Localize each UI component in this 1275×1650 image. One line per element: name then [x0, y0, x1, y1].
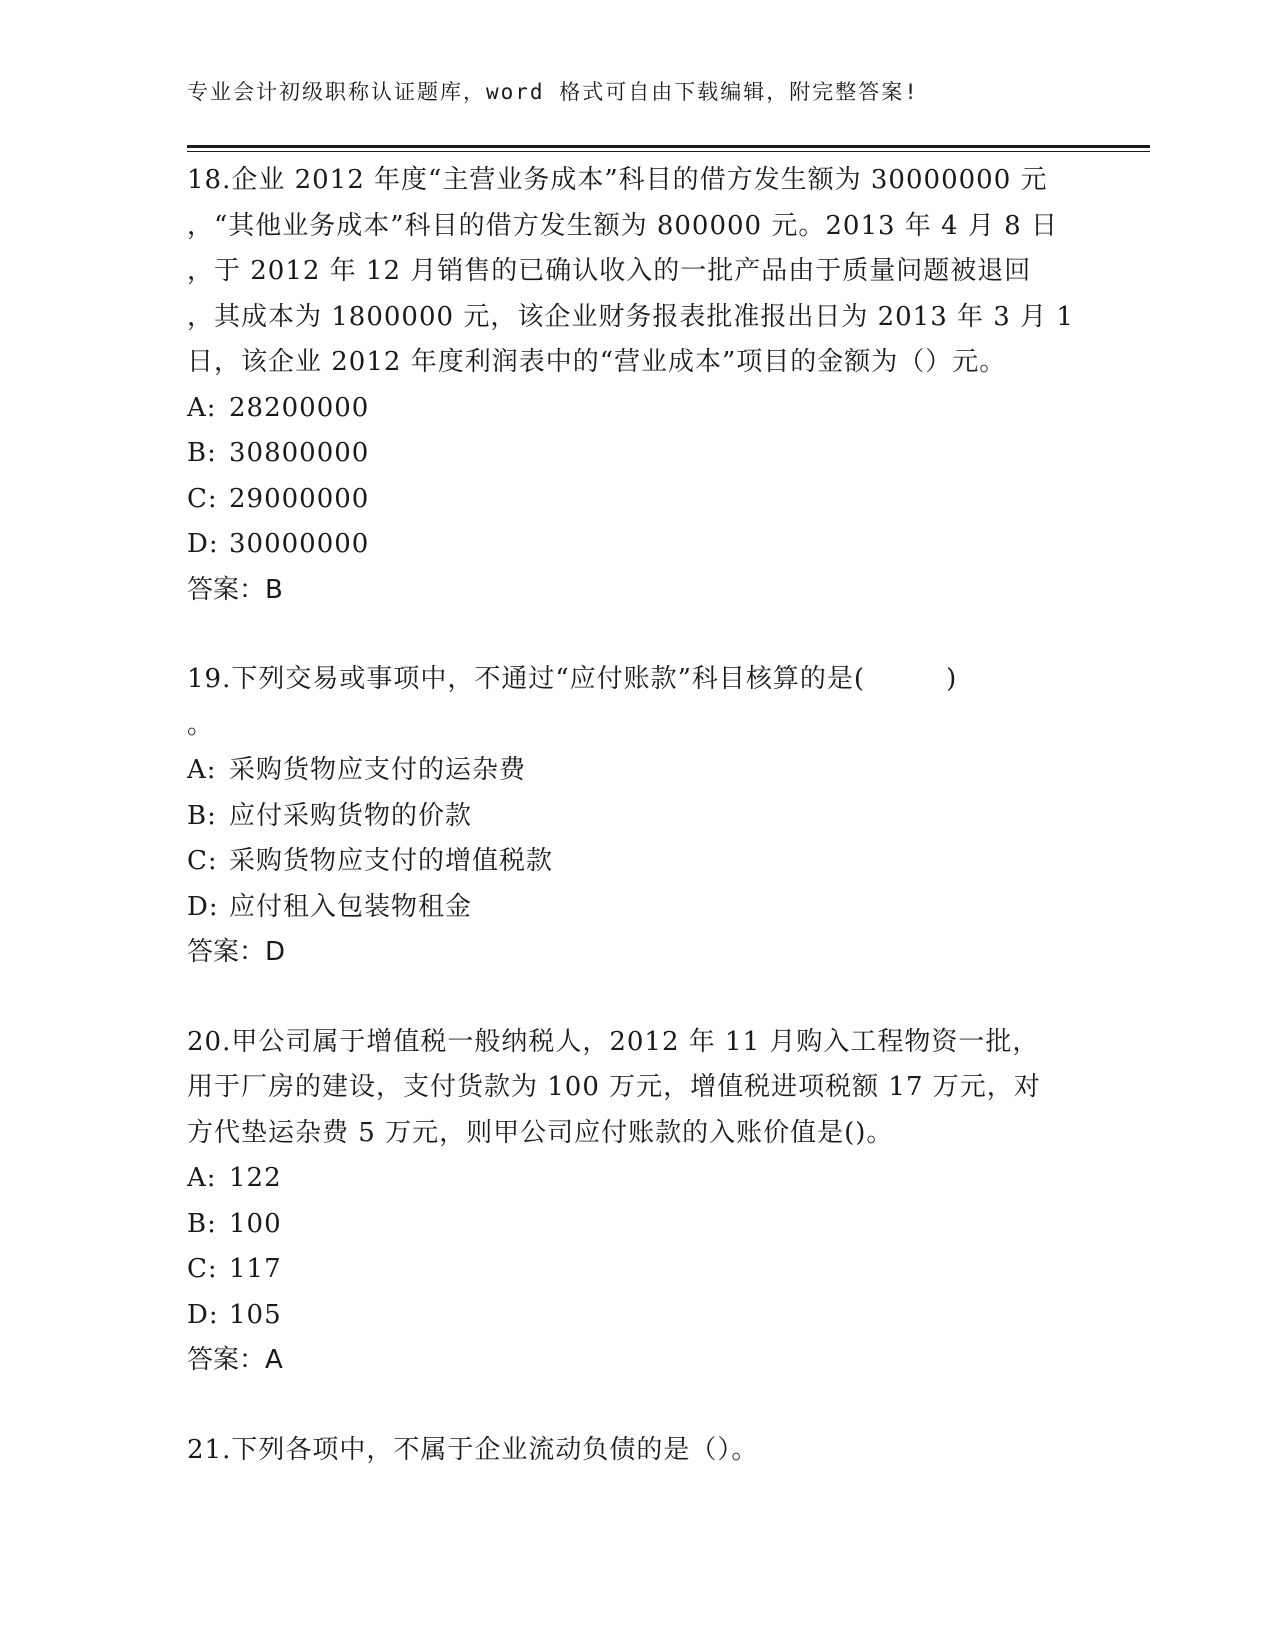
option-letter: C:: [187, 483, 218, 514]
option-b: [187, 794, 1087, 840]
option-text: 29000000: [229, 483, 370, 514]
option-text: 122: [229, 1163, 282, 1193]
option-a: [187, 386, 1087, 432]
option-letter: A:: [187, 755, 217, 785]
question-stem-line: 18.企业 2012 年度“主营业务成本”科目的借方发生额为 30000000 元: [187, 165, 1048, 195]
option-text: 30000000: [229, 529, 370, 559]
option-text: 117: [229, 1254, 282, 1284]
header-rule-thick: [187, 145, 1150, 148]
question-stem-line: 20.甲公司属于增值税一般纳税人，2012 年 11 月购入工程物资一批，: [187, 1026, 1040, 1057]
option-letter: C:: [187, 1254, 218, 1284]
option-b: [187, 1202, 1087, 1248]
question-21: [187, 1428, 1087, 1474]
option-text: 100: [229, 1208, 282, 1239]
option-text: 应付采购货物的价款: [229, 800, 473, 831]
option-d: [187, 522, 1087, 568]
option-letter: B:: [187, 800, 217, 831]
question-list: [187, 158, 1087, 1473]
option-letter: D:: [187, 529, 219, 559]
question-stem-line: 19.下列交易或事项中，不通过“应付账款”科目核算的是( ): [187, 664, 958, 694]
question-stem-line: 方代垫运杂费 5 万元，则甲公司应付账款的入账价值是()。: [187, 1117, 894, 1148]
question-stem-line: 。: [187, 709, 215, 740]
header-rule-thin: [187, 151, 1150, 152]
question-spacer: [187, 613, 1087, 657]
option-text: 30800000: [229, 438, 370, 468]
answer-line: 答案：B: [187, 574, 283, 605]
option-text: 105: [229, 1299, 282, 1330]
question-stem-line: 用于厂房的建设，支付货款为 100 万元，增值税进项税额 17 万元，对: [187, 1072, 1041, 1102]
option-text: 28200000: [229, 392, 370, 423]
option-text: 采购货物应支付的运杂费: [229, 755, 527, 785]
option-c: [187, 839, 1087, 885]
option-letter: A:: [187, 1163, 217, 1193]
question-stem-line: 21.下列各项中，不属于企业流动负债的是（）。: [187, 1434, 759, 1465]
question-20: [187, 1020, 1087, 1384]
option-letter: A:: [187, 392, 217, 423]
question-spacer: [187, 976, 1087, 1020]
question-stem-line: ，“其他业务成本”科目的借方发生额为 800000 元。2013 年 4 月 8 日: [187, 210, 1058, 241]
option-letter: D:: [187, 1299, 219, 1330]
option-a: [187, 1156, 1087, 1202]
option-letter: B:: [187, 438, 217, 468]
option-letter: D:: [187, 891, 219, 922]
question-18: [187, 158, 1087, 613]
answer-line: 答案：A: [187, 1345, 283, 1375]
question-19: [187, 657, 1087, 976]
page-header: 专业会计初级职称认证题库，word 格式可自由下载编辑，附完整答案!: [187, 80, 919, 104]
option-text: 采购货物应支付的增值税款: [229, 846, 554, 876]
option-b: [187, 431, 1087, 477]
option-text: 应付租入包装物租金: [229, 891, 473, 922]
option-letter: B:: [187, 1208, 217, 1239]
question-spacer: [187, 1384, 1087, 1428]
option-d: [187, 1293, 1087, 1339]
question-stem-line: ，其成本为 1800000 元，该企业财务报表批准报出日为 2013 年 3 月 1: [187, 301, 1074, 332]
option-c: [187, 1247, 1087, 1293]
answer-line: 答案：D: [187, 937, 286, 967]
option-letter: C:: [187, 846, 218, 876]
option-a: [187, 748, 1087, 794]
question-stem-line: 日，该企业 2012 年度利润表中的“营业成本”项目的金额为（）元。: [187, 347, 1007, 377]
question-stem-line: ，于 2012 年 12 月销售的已确认收入的一批产品由于质量问题被退回: [187, 256, 1032, 286]
option-d: [187, 885, 1087, 931]
option-c: [187, 477, 1087, 523]
